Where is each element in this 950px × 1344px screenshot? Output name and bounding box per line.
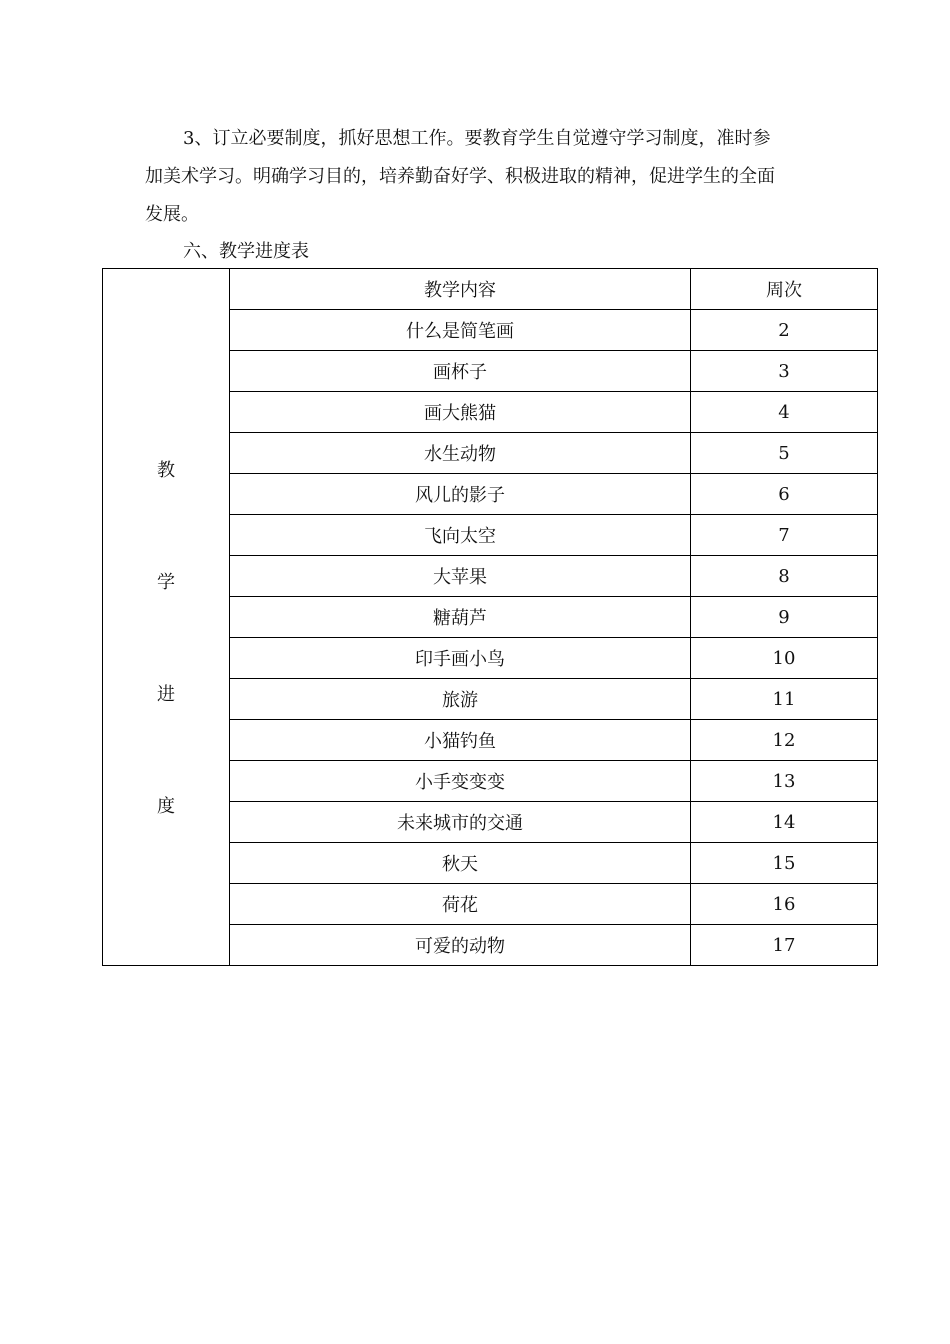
table-header-row (103, 269, 878, 310)
paragraph-line: 发展。 (145, 204, 199, 225)
lesson-week-cell: 7 (691, 515, 878, 556)
lesson-content-cell: 可爱的动物 (230, 925, 691, 966)
lesson-content-cell: 秋天 (230, 843, 691, 884)
section-heading: 六、教学进度表 (183, 241, 309, 262)
lesson-content-cell: 小猫钓鱼 (230, 720, 691, 761)
lesson-week-cell: 14 (691, 802, 878, 843)
paragraph-line: 3、订立必要制度，抓好思想工作。要教育学生自觉遵守学习制度，准时参 (183, 128, 771, 149)
side-label-char: 学 (157, 572, 175, 593)
side-label-char: 度 (157, 796, 175, 817)
lesson-content-cell: 水生动物 (230, 433, 691, 474)
side-label (103, 459, 229, 907)
lesson-week-cell: 6 (691, 474, 878, 515)
side-label-cell (103, 269, 230, 966)
lesson-week-cell: 5 (691, 433, 878, 474)
lesson-week-cell: 12 (691, 720, 878, 761)
lesson-content-cell: 什么是简笔画 (230, 310, 691, 351)
schedule-table (102, 268, 878, 966)
side-label-char: 进 (157, 684, 175, 705)
lesson-week-cell: 15 (691, 843, 878, 884)
lesson-week-cell: 4 (691, 392, 878, 433)
lesson-content-cell: 风儿的影子 (230, 474, 691, 515)
lesson-week-cell: 16 (691, 884, 878, 925)
lesson-week-cell: 17 (691, 925, 878, 966)
lesson-week-cell: 10 (691, 638, 878, 679)
side-label-char: 教 (157, 460, 175, 481)
lesson-week-cell: 9 (691, 597, 878, 638)
lesson-content-cell: 旅游 (230, 679, 691, 720)
lesson-content-cell: 印手画小鸟 (230, 638, 691, 679)
column-header-week: 周次 (691, 269, 878, 310)
lesson-content-cell: 大苹果 (230, 556, 691, 597)
lesson-content-cell: 画杯子 (230, 351, 691, 392)
lesson-content-cell: 未来城市的交通 (230, 802, 691, 843)
body-paragraph (145, 120, 817, 234)
lesson-week-cell: 11 (691, 679, 878, 720)
lesson-week-cell: 8 (691, 556, 878, 597)
lesson-content-cell: 飞向太空 (230, 515, 691, 556)
lesson-content-cell: 糖葫芦 (230, 597, 691, 638)
lesson-week-cell: 13 (691, 761, 878, 802)
paragraph-line: 加美术学习。明确学习目的，培养勤奋好学、积极进取的精神，促进学生的全面 (145, 166, 775, 187)
lesson-week-cell: 2 (691, 310, 878, 351)
lesson-week-cell: 3 (691, 351, 878, 392)
lesson-content-cell: 小手变变变 (230, 761, 691, 802)
lesson-content-cell: 画大熊猫 (230, 392, 691, 433)
column-header-content: 教学内容 (230, 269, 691, 310)
lesson-content-cell: 荷花 (230, 884, 691, 925)
